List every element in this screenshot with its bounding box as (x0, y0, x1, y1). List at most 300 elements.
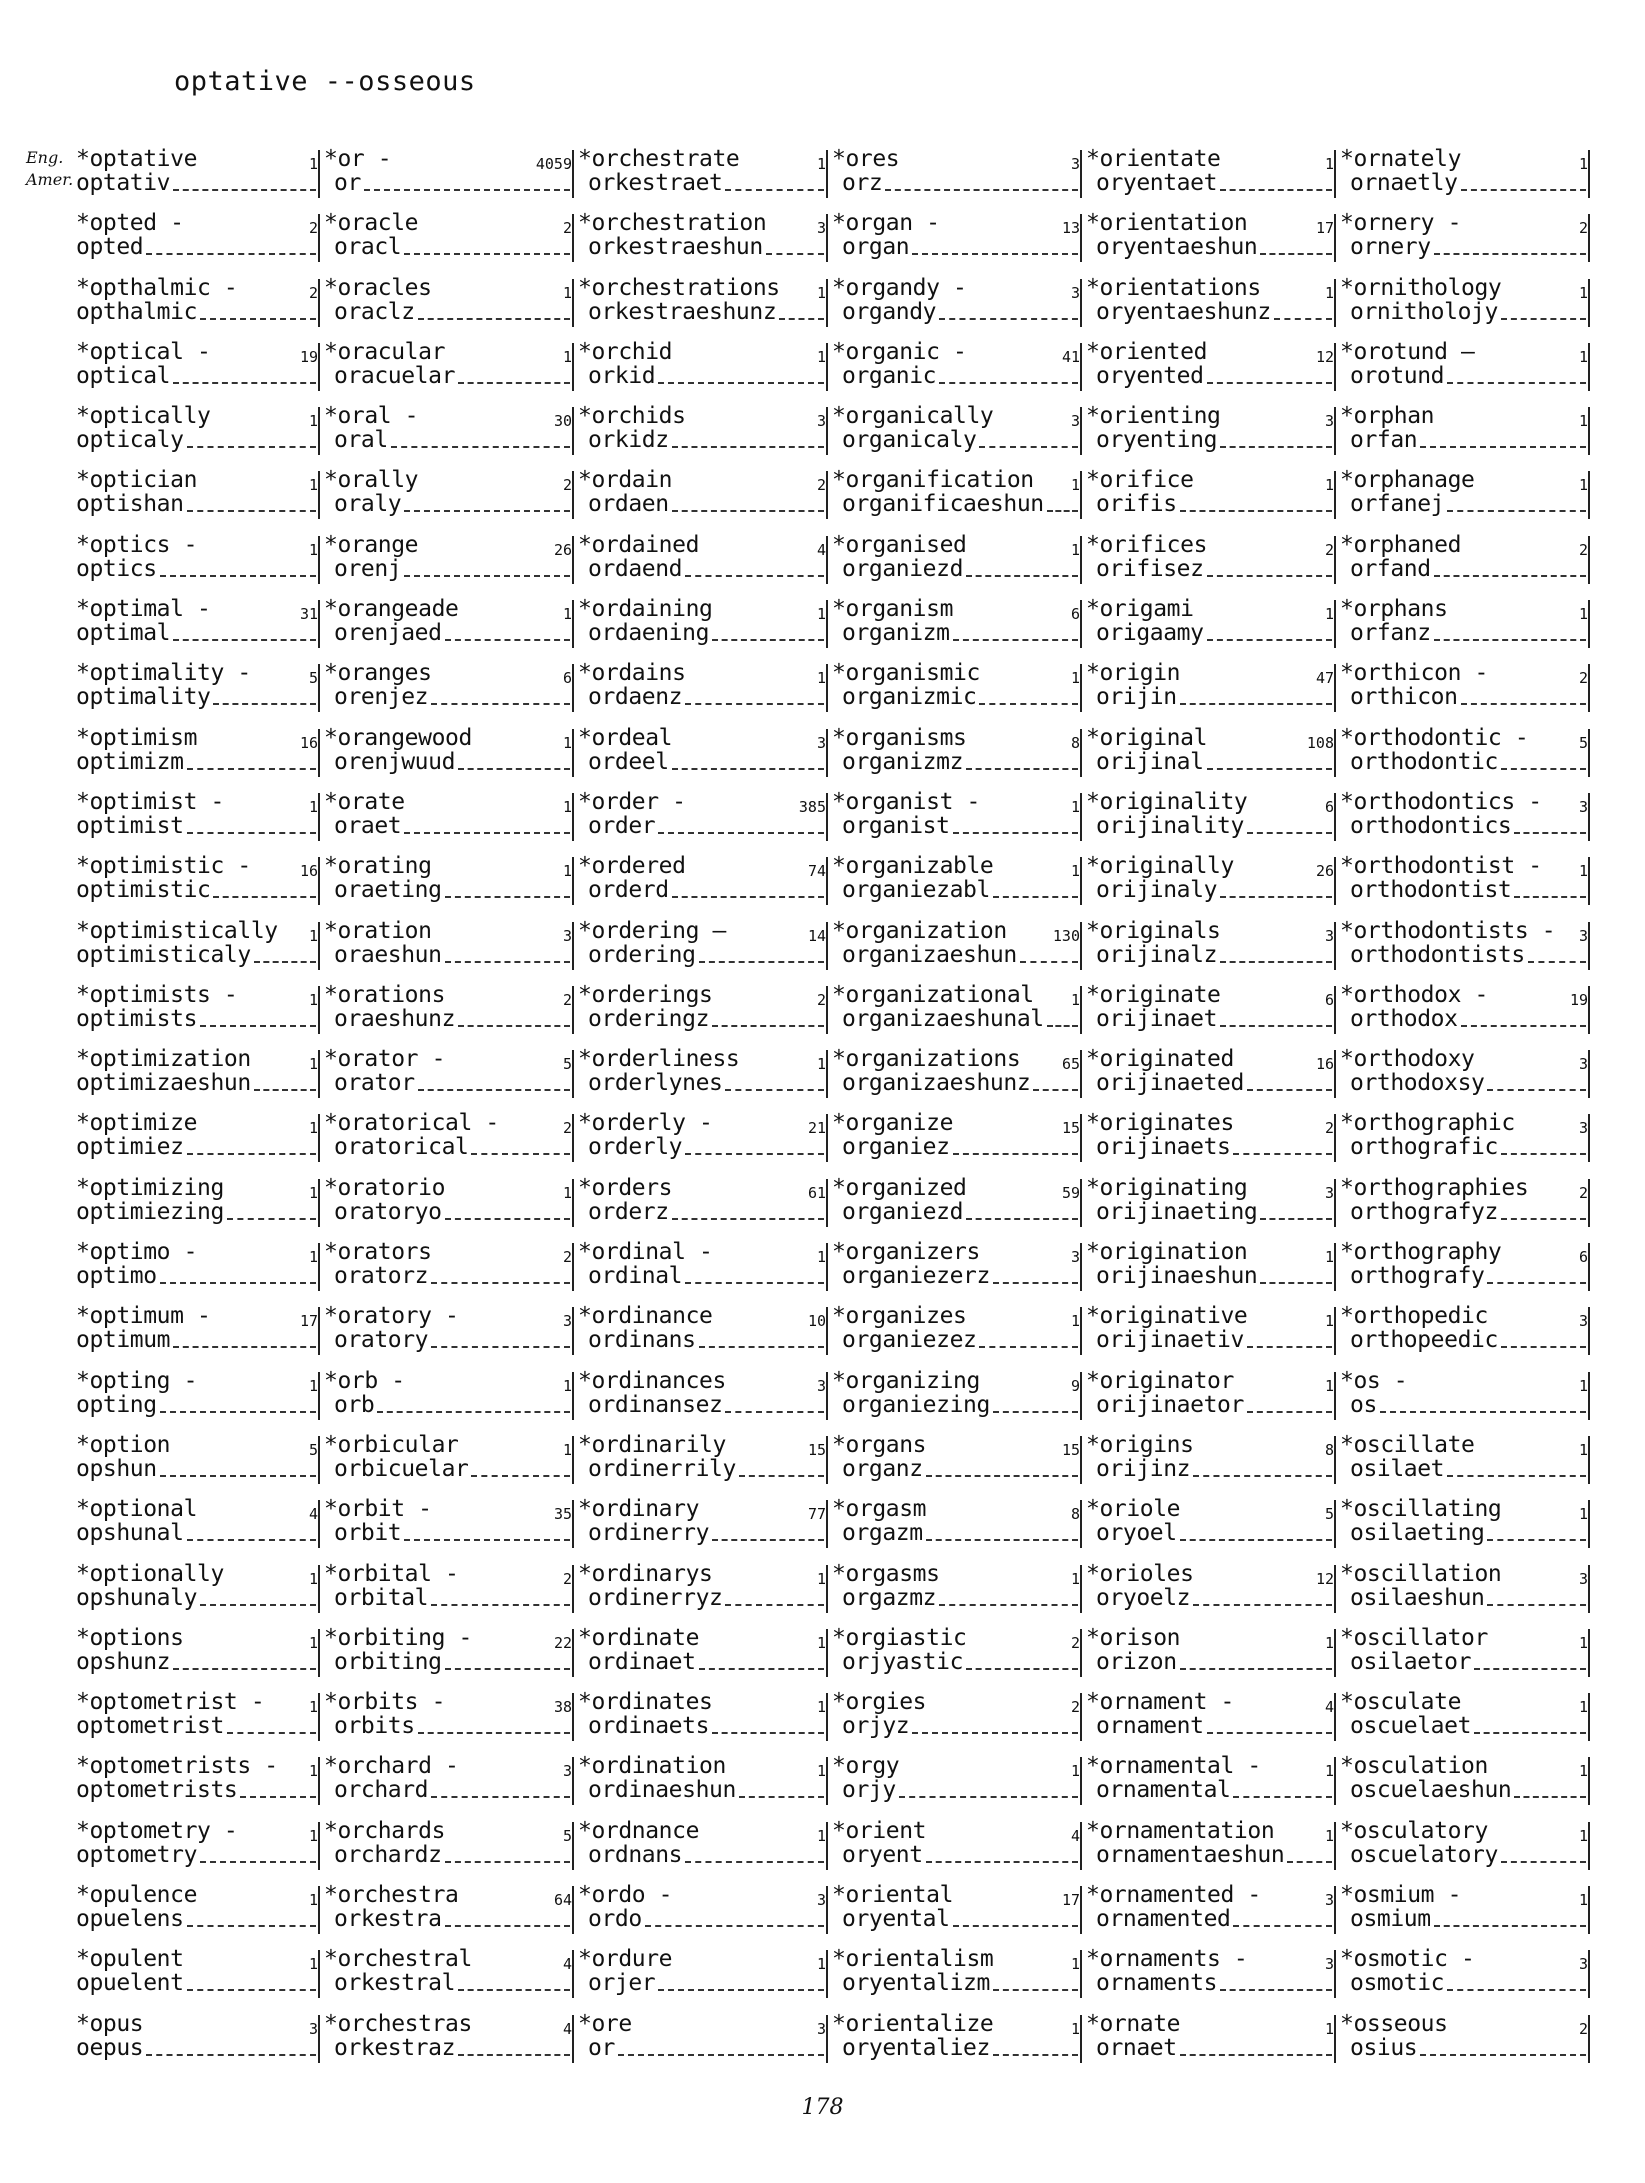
dictionary-entry (828, 849, 1082, 913)
respelling: organdy (842, 298, 937, 325)
respelling-line (1350, 1585, 1588, 1611)
respelling-line (334, 877, 572, 903)
column-divider (1588, 1436, 1590, 1484)
respelling-line (1350, 556, 1588, 582)
dictionary-entry (1082, 335, 1336, 399)
frequency-count: 3 (562, 1762, 572, 1781)
respelling: oscuelaet (1350, 1713, 1472, 1740)
respelling-line (588, 1713, 826, 1739)
headword: *orgasms (832, 1560, 940, 1587)
frequency-count: 1 (562, 862, 572, 881)
leader-dashes (160, 1456, 316, 1477)
dictionary-entry (66, 1428, 320, 1492)
headword: *orchard - (324, 1753, 459, 1780)
respelling: orthodox (1350, 1005, 1458, 1032)
leader-dashes (254, 1070, 316, 1091)
column-divider (1588, 1114, 1590, 1162)
frequency-count: 65 (1061, 1055, 1080, 1074)
leader-dashes (953, 620, 1078, 641)
leader-dashes (471, 1134, 570, 1155)
respelling-line (334, 1777, 572, 1803)
respelling-line (334, 1134, 572, 1160)
dictionary-entry (1336, 1685, 1590, 1749)
dictionary-entry (1082, 978, 1336, 1042)
respelling: optimality (76, 684, 211, 711)
frequency-count: 1 (1070, 1955, 1080, 1974)
leader-dashes (431, 1777, 570, 1798)
leader-dashes (1220, 170, 1332, 191)
dictionary-entry (320, 721, 574, 785)
leader-dashes (712, 1006, 824, 1027)
frequency-count: 35 (553, 1505, 572, 1524)
dictionary-entry (66, 1557, 320, 1621)
respelling-line (76, 684, 318, 710)
leader-dashes (739, 1456, 824, 1477)
frequency-count: 108 (1306, 733, 1334, 752)
leader-dashes (364, 170, 570, 191)
leader-dashes (187, 491, 316, 512)
frequency-count: 31 (299, 605, 318, 624)
respelling-line (842, 363, 1080, 389)
dictionary-entry (1082, 849, 1336, 913)
respelling-line (1096, 684, 1334, 710)
respelling: orijinz (1096, 1455, 1191, 1482)
headword: *opted - (76, 210, 184, 237)
headword: *orange (324, 531, 419, 558)
respelling: opticaly (76, 427, 184, 454)
respelling: ornamentaeshun (1096, 1841, 1285, 1868)
headword: *optative (76, 146, 198, 172)
leader-dashes (1220, 1970, 1332, 1991)
frequency-count: 1 (308, 412, 318, 431)
respelling: optometry (76, 1841, 198, 1868)
headword: *orphanage (1340, 467, 1475, 494)
frequency-count: 19 (1569, 990, 1588, 1009)
leader-dashes (187, 427, 316, 448)
dictionary-entry (574, 914, 828, 978)
frequency-count: 1 (816, 669, 826, 688)
headword: *orderings (578, 981, 713, 1008)
headword: *ornery - (1340, 210, 1462, 237)
dictionary-entry (1336, 785, 1590, 849)
respelling: orijinaets (1096, 1134, 1231, 1161)
leader-dashes (1047, 1006, 1078, 1027)
respelling-line (1350, 877, 1588, 903)
leader-dashes (1487, 1520, 1586, 1541)
dictionary-entry (320, 463, 574, 527)
respelling-line (334, 1970, 572, 1996)
headword: *oratorio (324, 1174, 446, 1201)
respelling: or (334, 170, 361, 196)
headword: *ornamented - (1086, 1882, 1261, 1909)
leader-dashes (1180, 1649, 1332, 1670)
frequency-count: 1 (1324, 2019, 1334, 2038)
frequency-count: 1 (1578, 1891, 1588, 1910)
leader-dashes (431, 1263, 570, 1284)
respelling: osmotic (1350, 1970, 1445, 1997)
leader-dashes (187, 813, 316, 834)
frequency-count: 1 (1578, 155, 1588, 173)
respelling-line (588, 813, 826, 839)
headword: *orthopedic (1340, 1303, 1488, 1330)
dictionary-entry (574, 785, 828, 849)
respelling: ordaen (588, 491, 669, 518)
column-divider (1588, 793, 1590, 841)
leader-dashes (712, 620, 824, 641)
respelling-line (1096, 1520, 1334, 1546)
respelling-line (1096, 749, 1334, 775)
column-divider (1588, 1886, 1590, 1934)
respelling: osilaeshun (1350, 1584, 1485, 1611)
respelling: orifisez (1096, 555, 1204, 582)
headword: *oracles (324, 274, 432, 301)
respelling: orijinal (1096, 748, 1204, 775)
dictionary-entry (1082, 1042, 1336, 1106)
frequency-count: 2 (1324, 1119, 1334, 1138)
frequency-count: 5 (1324, 1505, 1334, 1524)
headword: *orderly - (578, 1110, 713, 1137)
respelling: orijinaetiv (1096, 1327, 1244, 1354)
dictionary-entry (320, 528, 574, 592)
leader-dashes (658, 813, 824, 834)
respelling-line (1350, 1456, 1588, 1482)
headword: *oratory - (324, 1303, 459, 1330)
respelling-line (334, 1392, 572, 1418)
frequency-count: 1 (1578, 1505, 1588, 1524)
respelling: osilaet (1350, 1455, 1445, 1482)
respelling: orenjaed (334, 620, 442, 647)
headword: *ordure (578, 1946, 673, 1973)
dictionary-entry (320, 849, 574, 913)
dictionary-entry (320, 399, 574, 463)
respelling: organ (842, 234, 910, 261)
respelling-line (842, 1906, 1080, 1932)
leader-dashes (712, 1713, 824, 1734)
dictionary-entry (1082, 1621, 1336, 1685)
dictionary-entry (320, 1942, 574, 2006)
leader-dashes (979, 1327, 1078, 1348)
respelling: optimal (76, 620, 171, 647)
column-divider (1588, 922, 1590, 970)
leader-dashes (658, 1970, 824, 1991)
headword: *optional (76, 1496, 198, 1523)
headword: *orbiting - (324, 1624, 472, 1651)
frequency-count: 4 (1324, 1698, 1334, 1717)
respelling: optativ (76, 170, 171, 196)
dictionary-entry (574, 1492, 828, 1556)
respelling-line (76, 1906, 318, 1932)
frequency-count: 1 (562, 605, 572, 624)
respelling: ordinaeshun (588, 1777, 736, 1804)
respelling-line (1096, 299, 1334, 325)
headword: *ornaments - (1086, 1946, 1248, 1973)
dictionary-entry (66, 1171, 320, 1235)
leader-dashes (725, 1585, 824, 1606)
dictionary-entry (574, 1685, 828, 1749)
dictionary-entry (574, 1171, 828, 1235)
headword: *optimism (76, 724, 198, 751)
frequency-count: 4 (308, 1505, 318, 1524)
headword: *optimistic - (76, 853, 251, 880)
respelling: oracl (334, 234, 402, 261)
respelling-line (334, 1649, 572, 1675)
respelling: orijinaly (1096, 877, 1218, 904)
frequency-count: 3 (1578, 1955, 1588, 1974)
frequency-count: 8 (1070, 1505, 1080, 1524)
leader-dashes (1434, 620, 1586, 641)
headword: *optimizing (76, 1174, 224, 1201)
dictionary-entry (574, 1942, 828, 2006)
headword: *oscillating (1340, 1496, 1502, 1523)
respelling: oracuelar (334, 362, 456, 389)
leader-dashes (699, 1649, 824, 1670)
respelling-line (588, 1134, 826, 1160)
column-divider (1588, 1757, 1590, 1805)
respelling-line (76, 1199, 318, 1225)
dictionary-entry (1082, 1557, 1336, 1621)
headword: *optometrists - (76, 1753, 278, 1780)
headword: *osseous (1340, 2010, 1448, 2037)
frequency-count: 3 (1324, 1955, 1334, 1974)
leader-dashes (418, 299, 570, 320)
respelling-line (1350, 1392, 1588, 1418)
headword: *origami (1086, 596, 1194, 623)
headword: *originate (1086, 981, 1221, 1008)
frequency-count: 1 (308, 990, 318, 1009)
dictionary-entry (828, 1749, 1082, 1813)
column-divider (1588, 407, 1590, 455)
respelling: orijinaet (1096, 1005, 1218, 1032)
frequency-count: 1 (1324, 283, 1334, 302)
leader-dashes (672, 491, 824, 512)
headword: *optimization (76, 1046, 251, 1073)
leader-dashes (1420, 427, 1586, 448)
dictionary-entry (828, 463, 1082, 527)
headword: *ordinance (578, 1303, 713, 1330)
leader-dashes (1220, 877, 1332, 898)
respelling-line (1096, 1006, 1334, 1032)
headword: *orison (1086, 1624, 1181, 1651)
respelling: ornamented (1096, 1906, 1231, 1933)
respelling-line (76, 1520, 318, 1546)
respelling: orderz (588, 1198, 669, 1225)
dictionary-entry (574, 142, 828, 206)
headword: *ornament - (1086, 1689, 1234, 1716)
dictionary-entry (574, 1364, 828, 1428)
dictionary-entry (574, 1621, 828, 1685)
dictionary-entry (828, 1428, 1082, 1492)
headword: *orderliness (578, 1046, 740, 1073)
respelling: orkestraet (588, 170, 723, 196)
column-divider (1588, 150, 1590, 198)
leader-dashes (200, 1006, 316, 1027)
respelling: optometrist (76, 1713, 224, 1740)
respelling-line (1350, 363, 1588, 389)
leader-dashes (1247, 1327, 1332, 1348)
leader-dashes (1474, 1649, 1586, 1670)
dictionary-entry (1082, 656, 1336, 720)
respelling-line (1096, 556, 1334, 582)
frequency-count: 1 (1578, 1376, 1588, 1395)
leader-dashes (1434, 556, 1586, 577)
dictionary-entry (320, 914, 574, 978)
respelling: orthodontics (1350, 812, 1512, 839)
respelling: optics (76, 555, 157, 582)
leader-dashes (685, 1842, 824, 1863)
respelling-line (76, 1392, 318, 1418)
headword: *organized (832, 1174, 967, 1201)
frequency-count: 21 (807, 1119, 826, 1138)
frequency-count: 30 (553, 412, 572, 431)
frequency-count: 15 (1061, 1119, 1080, 1138)
dictionary-entry (828, 1621, 1082, 1685)
frequency-count: 1 (816, 1826, 826, 1845)
frequency-count: 1 (1070, 1312, 1080, 1331)
headword: *optimality - (76, 660, 251, 687)
respelling: oryoel (1096, 1520, 1177, 1547)
leader-dashes (1514, 1777, 1586, 1798)
respelling-line (842, 299, 1080, 325)
respelling-line (842, 427, 1080, 453)
headword: *os - (1340, 1367, 1408, 1394)
frequency-count: 1 (1578, 412, 1588, 431)
respelling-line (588, 1970, 826, 1996)
dictionary-entry (1336, 721, 1590, 785)
frequency-count: 5 (1578, 733, 1588, 752)
frequency-count: 6 (1578, 1248, 1588, 1267)
frequency-count: 4059 (535, 155, 572, 173)
dictionary-entry (1336, 1557, 1590, 1621)
leader-dashes (227, 1713, 316, 1734)
frequency-count: 3 (1070, 1248, 1080, 1267)
frequency-count: 2 (1324, 540, 1334, 559)
headword: *orthodontic - (1340, 724, 1529, 751)
column-divider (1588, 1822, 1590, 1870)
respelling-line (1350, 234, 1588, 260)
frequency-count: 2 (562, 476, 572, 495)
headword: *orators (324, 1239, 432, 1266)
headword: *orphans (1340, 596, 1448, 623)
respelling: optical (76, 362, 171, 389)
dictionary-entry (574, 206, 828, 270)
leader-dashes (939, 1585, 1078, 1606)
leader-dashes (1461, 1006, 1586, 1027)
frequency-count: 2 (816, 990, 826, 1009)
headword: *organdy - (832, 274, 967, 301)
leader-dashes (431, 1585, 570, 1606)
frequency-count: 3 (816, 2019, 826, 2038)
frequency-count: 2 (1578, 1183, 1588, 1202)
frequency-count: 1 (1070, 862, 1080, 881)
leader-dashes (993, 2035, 1078, 2056)
respelling: oraet (334, 812, 402, 839)
column-divider (1588, 1243, 1590, 1291)
respelling-line (1096, 620, 1334, 646)
frequency-count: 4 (562, 1955, 572, 1974)
leader-dashes (966, 1649, 1078, 1670)
respelling: orthografic (1350, 1134, 1498, 1161)
dictionary-entry (66, 1492, 320, 1556)
respelling-line (842, 1777, 1080, 1803)
frequency-count: 19 (299, 347, 318, 366)
leader-dashes (1193, 1585, 1332, 1606)
respelling: orbicuelar (334, 1455, 469, 1482)
respelling: orchardz (334, 1841, 442, 1868)
leader-dashes (1260, 234, 1332, 255)
respelling: organizm (842, 620, 950, 647)
headword: *orthodoxy (1340, 1046, 1475, 1073)
respelling-line (76, 1456, 318, 1482)
frequency-count: 1 (308, 1376, 318, 1395)
dictionary-entry (1336, 335, 1590, 399)
respelling: osilaeting (1350, 1520, 1485, 1547)
dictionary-entry (1082, 1171, 1336, 1235)
headword: *optimize (76, 1110, 198, 1137)
respelling: orijinaeshun (1096, 1263, 1258, 1290)
respelling-line (1350, 2035, 1588, 2061)
american-label: Amer. (26, 170, 74, 189)
dictionary-entry (1082, 463, 1336, 527)
respelling: ordering (588, 941, 696, 968)
leader-dashes (1274, 299, 1332, 320)
leader-dashes (200, 1842, 316, 1863)
dictionary-entry (66, 528, 320, 592)
dictionary-entry (1336, 1492, 1590, 1556)
respelling: ordinerryz (588, 1584, 723, 1611)
frequency-count: 1 (1578, 1826, 1588, 1845)
headword: *oriental (832, 1882, 954, 1909)
leader-dashes (1180, 2035, 1332, 2056)
leader-dashes (458, 2035, 570, 2056)
respelling: order (588, 812, 656, 839)
frequency-count: 3 (1070, 155, 1080, 173)
frequency-count: 1 (308, 155, 318, 173)
leader-dashes (1461, 684, 1586, 705)
frequency-count: 1 (1070, 669, 1080, 688)
leader-dashes (445, 1649, 570, 1670)
respelling-line (334, 620, 572, 646)
headword: *originated (1086, 1046, 1234, 1073)
dictionary-entry (828, 1171, 1082, 1235)
frequency-count: 17 (1315, 219, 1334, 238)
respelling: origaamy (1096, 620, 1204, 647)
respelling-line (588, 749, 826, 775)
headword: *osculation (1340, 1753, 1488, 1780)
respelling-line (76, 234, 318, 260)
headword: *orangeade (324, 596, 459, 623)
dictionary-entry (320, 656, 574, 720)
headword: *organizing (832, 1367, 980, 1394)
headword: *organize (832, 1110, 954, 1137)
leader-dashes (1193, 1456, 1332, 1477)
respelling-line (1350, 1970, 1588, 1996)
leader-dashes (1287, 1842, 1332, 1863)
frequency-count: 1 (1324, 1762, 1334, 1781)
leader-dashes (739, 1777, 824, 1798)
respelling: os (1350, 1391, 1377, 1418)
dictionary-entry (66, 463, 320, 527)
leader-dashes (712, 1520, 824, 1541)
respelling: opthalmic (76, 298, 198, 325)
headword: *optimistically (76, 917, 278, 944)
frequency-count: 1 (816, 155, 826, 173)
leader-dashes (146, 234, 316, 255)
frequency-count: 1 (562, 1376, 572, 1395)
respelling: optimist (76, 812, 184, 839)
respelling: organiezd (842, 555, 964, 582)
frequency-count: 2 (1070, 1633, 1080, 1652)
respelling: orkestral (334, 1970, 456, 1997)
